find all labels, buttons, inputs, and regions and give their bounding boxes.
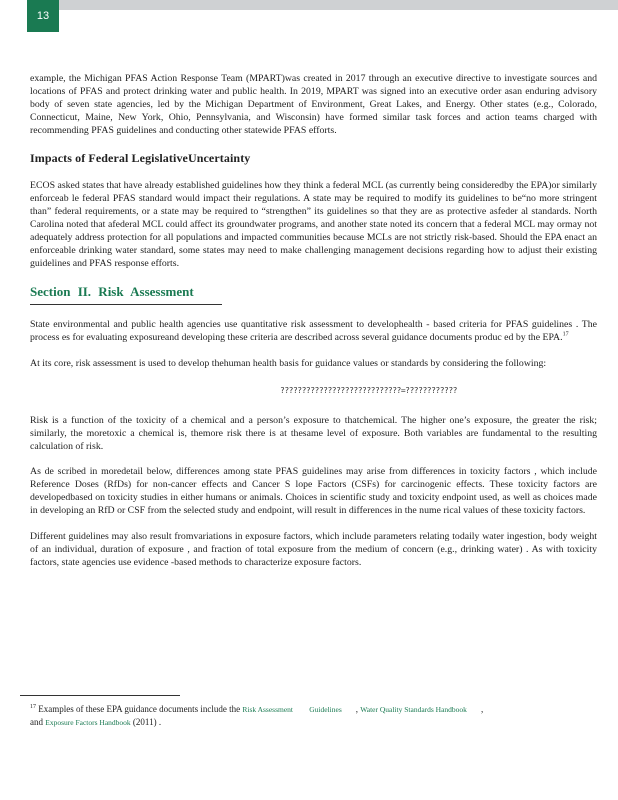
footnote-divider — [20, 695, 180, 696]
differences-paragraph: As de scribed in moredetail below, differences among state PFAS guidelines may arise from differences in toxicity factors , which include Reference Doses (RfDs) for non-cancer effects and Cancer S lope Factors (CSFs) for carcinogenic effects. These toxicity factors are developedbased on toxicity studies in either humans or animals. Choices in scientific study and toxicity endpoint used, as well as choices made in developing an RfD or CSF from the selected study and endpoint, will result in differences in the nume rical values of these toxicity factors. — [30, 466, 597, 516]
core-paragraph: At its core, risk assessment is used to develop thehuman health basis for guidance values or standards by considering the following: — [30, 358, 547, 369]
footnote-link-guidelines[interactable]: Guidelines — [309, 705, 342, 714]
risk-intro-paragraph — [30, 318, 597, 344]
page-number-badge: 13 — [27, 0, 59, 32]
risk-function-paragraph: Risk is a function of the toxicity of a chemical and a person’s exposure to thatchemical. The higher one’s exposure, the greater the risk; similarly, the moretoxic a chemical is, themore risk there is at thesame level of exposure. Both variables are fundamental to the resulting calculation of risk. — [30, 415, 597, 452]
intro-paragraph: example, the Michigan PFAS Action Response Team (MPART)was created in 2017 through an executive directive to investigate sources and locations of PFAS and protect drinking water and public health. In 2019, MPART was signed into an executive order asan enduring advisory body of seven state agencies, led by the Michigan Department of Environment, Great Lakes, and Energy. Other states (e.g., Colorado, Connecticut, Maine, New York, Ohio, Pennsylvania, and Wisconsin) have formed similar task forces and action teams charged with recommending PFAS guidelines and conducting other statewide PFAS efforts. — [30, 73, 597, 136]
footnote-comma: , — [480, 704, 484, 714]
exposure-paragraph: Different guidelines may also result fromvariations in exposure factors, which include parameters relating todaily water ingestion, body weight of an individual, duration of exposure , and fraction of total exposure from the medium of concern (e.g., drinking water) . As with toxicity factors, state agencies use evidence -based methods to characterize exposure factors. — [30, 531, 597, 568]
footnote-number: 17 — [30, 704, 36, 710]
impacts-heading: Impacts of Federal LegislativeUncertainty — [30, 151, 251, 165]
header-bar — [27, 0, 618, 10]
footnote-text: Examples of these EPA guidance documents include the — [38, 704, 241, 714]
impacts-paragraph: ECOS asked states that have already established guidelines how they think a federal MCL (as currently being consideredby the EPA)or similarly enforceab le federal PFAS standard would impact their regulations. A state may be required to modify its guidelines to be“no more stringent than” federal requirements, or a state may be required to “strengthen” its guidelines so that they are as protective asfeder al standards. North Carolina noted that afederal MCL could affect its groundwater programs, and another state noted its concern that a federal MCL may ormay not adequately address protection for all populations and impacted communities because MCLs are not strictly risk-based. Should the EPA enact an enforceable drinking water standard, some states may need to make challenging management decisions regarding how to adjust their existing guidelines and PFAS response efforts. — [30, 180, 597, 269]
footnote-link-water-quality[interactable]: Water Quality Standards Handbook — [360, 705, 467, 714]
footnote-and: and — [30, 717, 43, 727]
page-content — [30, 72, 597, 569]
footnote-link-exposure-factors[interactable]: Exposure Factors Handbook — [45, 718, 131, 727]
footnote-year: (2011) . — [132, 717, 162, 727]
footnote-ref[interactable]: 17 — [562, 331, 569, 338]
footnote — [30, 703, 590, 729]
section-heading: Section II. Risk Assessment — [30, 284, 222, 305]
risk-formula: ????????????????????????????=???????????? — [280, 386, 457, 395]
risk-intro-text: State environmental and public health agencies use quantitative risk assessment to develophealth - based criteria for PFAS guidelines . The process es for evaluating exposureand developing these criteria are described across several guidance documents produc ed by the EPA. — [30, 319, 597, 343]
footnote-comma: , — [355, 704, 359, 714]
footnote-link-risk-assessment[interactable]: Risk Assessment — [242, 705, 294, 714]
